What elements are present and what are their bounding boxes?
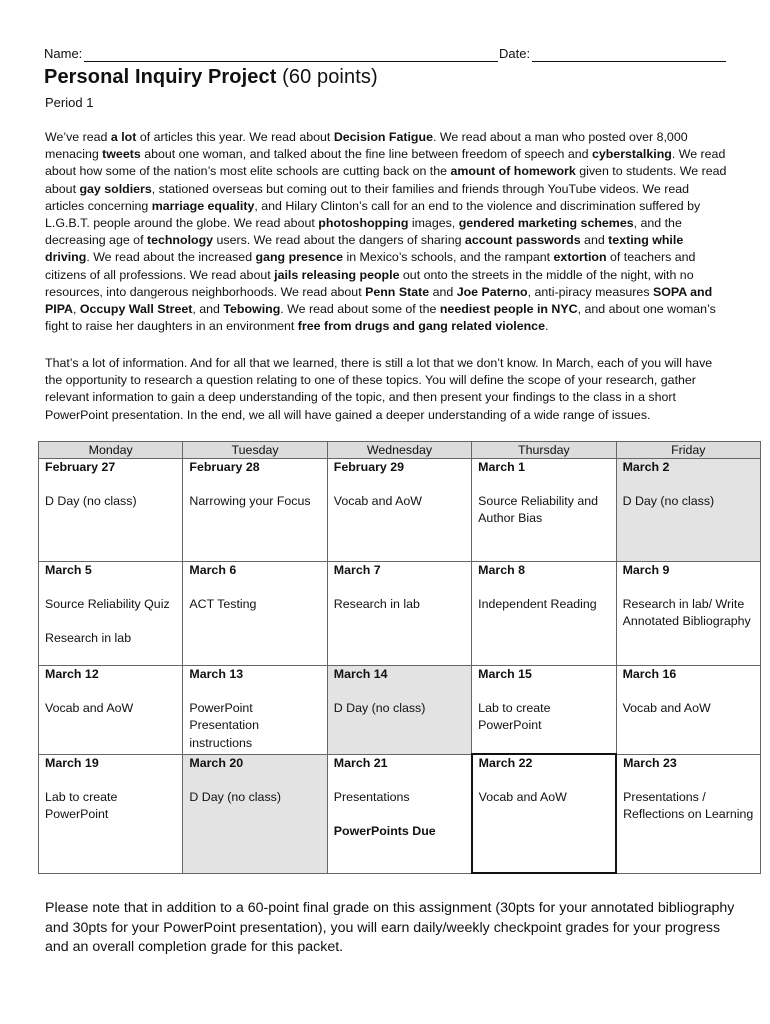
cell-activity-extra: Research in lab xyxy=(45,631,132,646)
cell-date: March 6 xyxy=(189,563,237,577)
schedule-calendar xyxy=(38,441,761,874)
calendar-day-cell xyxy=(39,754,183,873)
date-label: Date: xyxy=(499,46,531,61)
paragraph-text: , and xyxy=(192,302,224,317)
highlighted-topic: SOPA and PIPA xyxy=(45,284,713,317)
day-header-tuesday: Tuesday xyxy=(183,442,327,459)
day-header-monday: Monday xyxy=(39,442,183,459)
cell-activity: Research in lab xyxy=(333,597,420,612)
cell-activity: ACT Testing xyxy=(189,597,257,612)
cell-date: February 28 xyxy=(189,460,260,474)
calendar-body xyxy=(39,459,761,874)
calendar-week-row xyxy=(39,754,761,873)
highlighted-topic: marriage equality xyxy=(151,198,255,213)
calendar-day-cell xyxy=(472,754,616,873)
calendar-week-row xyxy=(39,666,761,755)
highlighted-topic: Joe Paterno xyxy=(456,284,528,299)
calendar-day-cell xyxy=(472,562,616,666)
cell-activity: D Day (no class) xyxy=(333,701,426,716)
cell-date: March 7 xyxy=(333,563,381,577)
paragraph-text: users. We read about the dangers of sharing xyxy=(213,233,465,248)
highlighted-topic: jails releasing people xyxy=(274,267,400,282)
period-label: Period 1 xyxy=(45,95,94,110)
cell-date: March 16 xyxy=(622,667,677,681)
calendar-week-row xyxy=(39,562,761,666)
highlighted-topic: neediest people in NYC xyxy=(439,302,578,317)
date-blank-line[interactable] xyxy=(532,61,726,62)
paragraph-text: , and about one woman’s fight to raise her daughters in an environment xyxy=(45,302,716,334)
calendar-day-cell xyxy=(616,562,760,666)
paragraph-text: , and Hilary Clinton’s call for an end to the violence and discrimination suffered by L.G.B.T. people around the globe. We read about xyxy=(45,198,701,231)
title-bold: Personal Inquiry Project xyxy=(44,66,277,88)
name-blank-line[interactable] xyxy=(84,61,498,62)
cell-activity: Source Reliability and Author Bias xyxy=(478,494,599,526)
cell-date: March 20 xyxy=(189,755,244,770)
calendar-day-cell xyxy=(183,562,327,666)
highlighted-topic: account passwords xyxy=(464,233,581,248)
cell-activity: Research in lab/ Write Annotated Bibliography xyxy=(622,597,751,629)
cell-activity: Vocab and AoW xyxy=(478,790,567,805)
highlighted-topic: amount of homework xyxy=(450,164,576,179)
calendar-day-cell xyxy=(327,562,471,666)
cell-date: March 1 xyxy=(478,460,525,474)
day-header-friday: Friday xyxy=(616,442,760,459)
cell-deadline: PowerPoints Due xyxy=(333,823,436,838)
title-points: (60 points) xyxy=(276,66,378,88)
paragraph-text: . We read about a man who posted over 8,000 menacing xyxy=(45,130,688,162)
cell-date: March 23 xyxy=(623,755,677,770)
calendar-day-cell xyxy=(183,459,327,562)
cell-activity: Narrowing your Focus xyxy=(189,494,311,509)
cell-activity: D Day (no class) xyxy=(189,789,281,804)
intro-paragraph xyxy=(45,129,729,335)
calendar-day-cell xyxy=(39,562,183,666)
cell-date: March 21 xyxy=(333,755,388,770)
header-fields xyxy=(44,46,726,66)
paragraph-text: , stationed overseas but coming out to their families and friends through YouTube videos. We read articles concerning xyxy=(45,181,690,213)
cell-activity: PowerPoint Presentation instructions xyxy=(189,701,259,750)
cell-activity: Presentations / Reflections on Learning xyxy=(623,789,754,821)
cell-date: March 9 xyxy=(622,563,670,577)
cell-activity: Presentations xyxy=(333,789,410,804)
calendar-day-cell xyxy=(39,666,183,755)
paragraph-text: given to students. We read about xyxy=(45,164,727,196)
page-title xyxy=(44,66,378,89)
calendar-day-cell xyxy=(327,666,471,755)
paragraph-text: . We read about how some of the nation’s most elite schools are cutting back on the xyxy=(45,147,726,179)
highlighted-topic: free from drugs and gang related violence xyxy=(297,319,545,334)
cell-activity: Vocab and AoW xyxy=(333,494,422,509)
calendar-day-cell xyxy=(327,754,471,873)
calendar-day-cell xyxy=(39,459,183,562)
highlighted-topic: Decision Fatigue xyxy=(333,130,433,144)
cell-date: March 12 xyxy=(45,667,99,681)
cell-date: March 15 xyxy=(478,667,532,681)
highlighted-topic: Occupy Wall Street xyxy=(79,302,193,317)
paragraph-text: . xyxy=(544,319,549,334)
highlighted-topic: gendered marketing schemes xyxy=(458,216,634,231)
highlighted-topic: Tebowing xyxy=(223,302,281,317)
cell-activity: Vocab and AoW xyxy=(45,701,134,716)
calendar-day-cell xyxy=(472,459,616,562)
calendar-day-cell xyxy=(616,666,760,755)
highlighted-topic: Penn State xyxy=(365,284,430,299)
assignment-paragraph: That’s a lot of information. And for all that we learned, there is still a lot that we don’t know. In March, each of you will have the opportunity to research a question relating to one of these topics. You will define the scope of your research, gather relevant information to gain a deep understanding of the topic, and then present your findings to the class in a short PowerPoint presentation. In the end, we all will have gained a deeper understanding of a wide range of issues. xyxy=(45,356,713,422)
calendar-header-row xyxy=(39,442,761,459)
cell-activity: Lab to create PowerPoint xyxy=(478,701,551,733)
paragraph-text: and xyxy=(580,233,609,248)
cell-activity: Independent Reading xyxy=(478,597,597,612)
paragraph-text: , xyxy=(73,302,80,317)
cell-activity: D Day (no class) xyxy=(622,494,715,509)
calendar-day-cell xyxy=(183,754,327,873)
calendar-week-row xyxy=(39,459,761,562)
paragraph-text: images, xyxy=(408,216,459,231)
paragraph-text: in Mexico’s schools, and the rampant xyxy=(343,250,554,265)
cell-date: February 27 xyxy=(45,460,116,474)
highlighted-topic: extortion xyxy=(553,250,607,265)
calendar-day-cell xyxy=(616,459,760,562)
highlighted-topic: cyberstalking xyxy=(591,147,672,162)
calendar-day-cell xyxy=(472,666,616,755)
paragraph-text: out onto the streets in the middle of the night, with no resources, into dangerous neighborhoods. We read about xyxy=(45,267,694,299)
calendar-day-cell xyxy=(616,754,760,873)
highlighted-topic: a lot xyxy=(110,130,137,144)
paragraph-text: about one woman, and talked about the fine line between freedom of speech and xyxy=(140,147,592,162)
highlighted-topic: technology xyxy=(146,233,214,248)
day-header-thursday: Thursday xyxy=(472,442,616,459)
cell-date: March 19 xyxy=(45,755,99,770)
day-header-wednesday: Wednesday xyxy=(327,442,471,459)
highlighted-topic: gay soldiers xyxy=(79,181,152,196)
cell-activity: Source Reliability Quiz xyxy=(45,597,170,612)
cell-date: March 22 xyxy=(478,756,533,770)
highlighted-topic: gang presence xyxy=(255,250,343,265)
cell-date: March 8 xyxy=(478,563,525,577)
calendar-day-cell xyxy=(327,459,471,562)
paragraph-text: , and the decreasing age of xyxy=(45,216,682,248)
cell-date: February 29 xyxy=(333,460,405,474)
name-label: Name: xyxy=(44,46,83,61)
cell-activity: Lab to create PowerPoint xyxy=(45,789,118,821)
highlighted-topic: tweets xyxy=(102,147,141,162)
paragraph-text: . We read about the increased xyxy=(86,250,256,265)
cell-activity: D Day (no class) xyxy=(45,494,137,509)
paragraph-text: of articles this year. We read about xyxy=(136,130,334,144)
cell-date: March 13 xyxy=(189,667,244,681)
highlighted-topic: photoshopping xyxy=(318,216,409,231)
cell-date: March 14 xyxy=(333,667,388,681)
cell-activity: Vocab and AoW xyxy=(622,701,711,716)
cell-date: March 2 xyxy=(622,460,670,474)
paragraph-text: , anti-piracy measures xyxy=(527,284,653,299)
paragraph-text: We’ve read xyxy=(45,130,111,144)
paragraph-text: and xyxy=(429,284,457,299)
calendar-day-cell xyxy=(183,666,327,755)
cell-date: March 5 xyxy=(45,563,92,577)
highlighted-topic: texting while driving xyxy=(45,233,684,265)
grading-note: Please note that in addition to a 60-point final grade on this assignment (30pts for your annotated bibliography and 30pts for your PowerPoint presentation), you will earn daily/weekly checkpoint grades for your progress and an overall completion grade for this packet. xyxy=(45,900,735,956)
paragraph-text: of teachers and citizens of all professions. We read about xyxy=(45,250,696,282)
paragraph-text: . We read about some of the xyxy=(280,302,440,317)
